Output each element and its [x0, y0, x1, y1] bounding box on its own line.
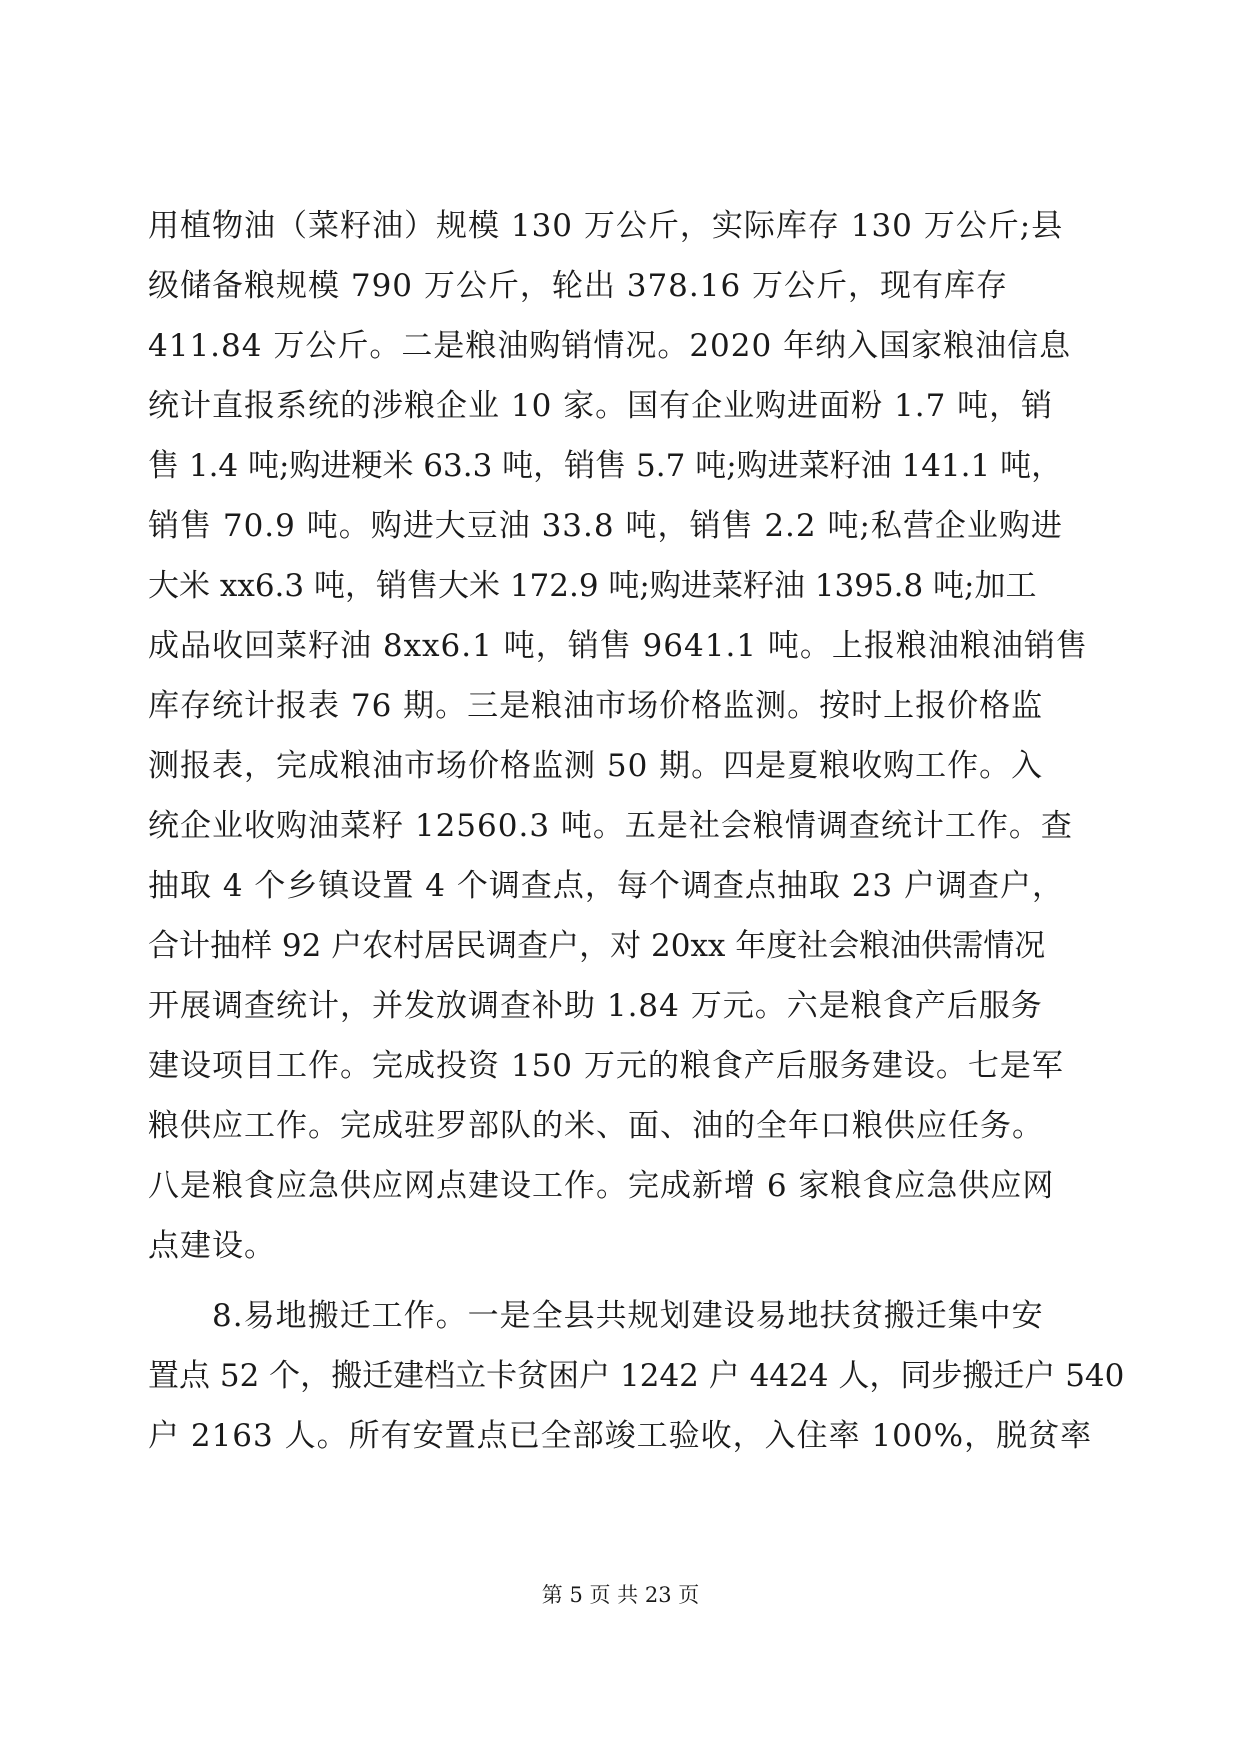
section-heading-line: 8.易地搬迁工作。一是全县共规划建设易地扶贫搬迁集中安: [212, 1298, 1044, 1334]
page-number-footer: 第 5 页 共 23 页: [541, 1583, 700, 1607]
body-text-line: 用植物油（菜籽油）规模 130 万公斤，实际库存 130 万公斤;县: [148, 208, 1064, 244]
body-text-line: 大米 xx6.3 吨，销售大米 172.9 吨;购进菜籽油 1395.8 吨;加工: [148, 568, 1037, 604]
body-text-line: 开展调查统计，并发放调查补助 1.84 万元。六是粮食产后服务: [148, 988, 1043, 1024]
body-text-line: 库存统计报表 76 期。三是粮油市场价格监测。按时上报价格监: [148, 688, 1044, 724]
body-text-line: 统企业收购油菜籽 12560.3 吨。五是社会粮情调查统计工作。查: [148, 808, 1073, 844]
body-text-line: 级储备粮规模 790 万公斤，轮出 378.16 万公斤，现有库存: [148, 268, 1009, 304]
body-text-line: 售 1.4 吨;购进粳米 63.3 吨，销售 5.7 吨;购进菜籽油 141.1 吨，: [148, 448, 1063, 484]
body-text-line: 八是粮食应急供应网点建设工作。完成新增 6 家粮食应急供应网: [148, 1168, 1055, 1204]
body-text-line: 粮供应工作。完成驻罗部队的米、面、油的全年口粮供应任务。: [148, 1108, 1044, 1144]
body-text-line: 建设项目工作。完成投资 150 万元的粮食产后服务建设。七是军: [148, 1048, 1064, 1084]
body-text-line: 411.84 万公斤。二是粮油购销情况。2020 年纳入国家粮油信息: [148, 328, 1072, 364]
body-text-line: 统计直报系统的涉粮企业 10 家。国有企业购进面粉 1.7 吨，销: [148, 388, 1054, 424]
body-text-line: 销售 70.9 吨。购进大豆油 33.8 吨，销售 2.2 吨;私营企业购进: [148, 508, 1063, 544]
body-text-line: 抽取 4 个乡镇设置 4 个调查点，每个调查点抽取 23 户调查户，: [148, 868, 1065, 904]
body-text-line: 置点 52 个，搬迁建档立卡贫困户 1242 户 4424 人，同步搬迁户 540: [148, 1358, 1125, 1394]
body-text-line: 点建设。: [148, 1228, 276, 1264]
body-text-line: 测报表，完成粮油市场价格监测 50 期。四是夏粮收购工作。入: [148, 748, 1044, 784]
body-text-line: 成品收回菜籽油 8xx6.1 吨，销售 9641.1 吨。上报粮油粮油销售: [148, 628, 1088, 664]
body-text-line: 合计抽样 92 户农村居民调查户，对 20xx 年度社会粮油供需情况: [148, 928, 1046, 964]
body-text-line: 户 2163 人。所有安置点已全部竣工验收，入住率 100%，脱贫率: [148, 1418, 1093, 1454]
